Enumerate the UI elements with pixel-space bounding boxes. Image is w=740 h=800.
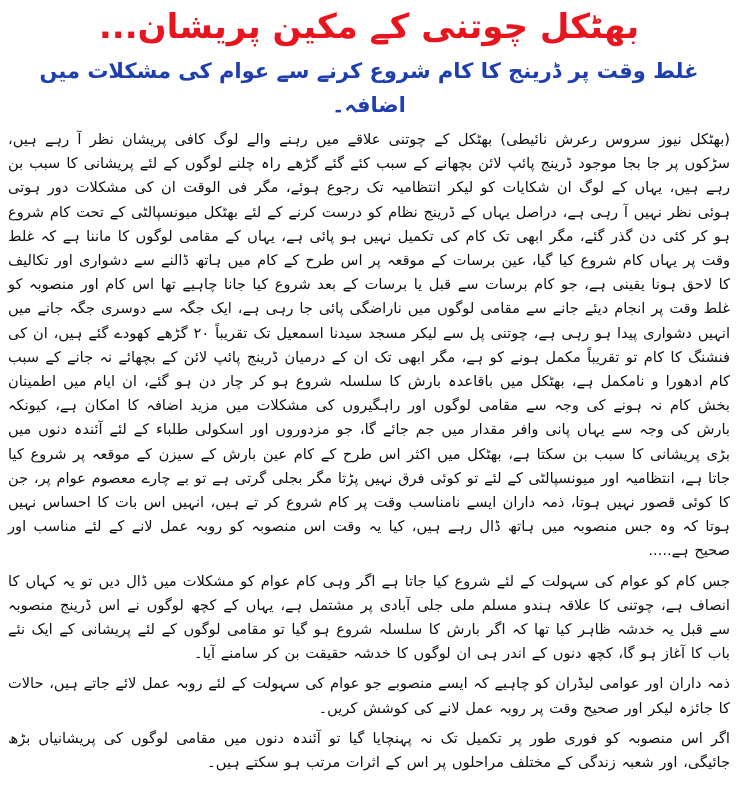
article-subheadline: غلط وقت پر ڈرینج کا کام شروع کرنے سے عوام کی مشکلات میں اضافہ۔ bbox=[39, 59, 699, 117]
article-paragraph: جس کام کو عوام کی سہولت کے لئے شروع کیا جاتا ہے اگر وہی کام عوام کو مشکلات میں ڈال دیں تو یہ کہاں کا انصاف ہے، چوتنی کا علاقہ ہندو مسلم ملی جلی آبادی پر مشتمل ہے، یہاں کے کچھ لوگوں نے اس ڈرینج منصوبہ سے قبل یہ خدشہ ظاہر کیا تھا کہ اگر بارش کا سلسلہ شروع ہو گیا تو مقامی لوگوں کے لئے پریشانی کے ایک نئے باب کا آغاز ہو گا، کچھ دنوں کے اندر ہی ان لوگوں کا خدشہ حقیقت بن کر سامنے آیا۔ bbox=[8, 572, 730, 663]
article-headline: بھٹکل چوتنی کے مکین پریشان... bbox=[98, 7, 640, 47]
article-body bbox=[8, 128, 730, 775]
article-paragraph: اگر اس منصوبہ کو فوری طور پر تکمیل تک نہ پہنچایا گیا تو آئندہ دنوں میں مقامی لوگوں کی پریشانیاں بڑھ جائیگی، اور شعبہ زندگی کے مختلف مراحلوں پر اس کے اثرات مرتب ہو سکتے ہیں۔ bbox=[8, 729, 730, 772]
article-paragraph: (بھٹکل نیوز سروس رعرش نائیطی) بھٹکل کے چوتنی علاقے میں رہنے والے لوگ کافی پریشان نظر آ رہے ہیں، سڑکوں پر جا بجا موجود ڈرینج پائپ لائن بچھانے کے سبب کئے گئے گڑھے راہ چلنے لوگوں کے لئے پریشانی کا سبب بن رہے ہیں، یہاں کے لوگ ان شکایات کو لیکر انتظامیہ تک رجوع ہوئے، مگر فی الوقت ان کی مشکلات دور ہوتی ہوئی نظر نہیں آ رہی ہے، دراصل یہاں کے ڈرینج نظام کو درست کرنے کے لئے بھٹکل میونسپالٹی کے تحت کام شروع ہو کر کئی دن گذر گئے، مگر ابھی تک کام کی تکمیل نہیں ہو پائی ہے، یہاں کے مقامی لوگوں کا ماننا ہے کہ غلط وقت پر یہاں کام شروع کیا گیا، عین برسات کے موقعہ پر اس طرح کے کام میں ہاتھ ڈالنے سے دشواری اور تکالیف کا لاحق ہونا یقینی ہے، جو کام برسات سے قبل یا برسات کے بعد شروع کیا جانا چاہیے تھا اس کام اور منصوبہ کو غلط وقت پر انجام دیئے جانے سے مقامی لوگوں میں ناراضگی پائی جا رہی ہے، ایک جگہ سے دوسری جگہ جانے میں انہیں دشواری پیدا ہو رہی ہے، چوتنی پل سے لیکر مسجد سیدنا اسمعیل تک تقریباً ۲۰ گڑھے کھودے گئے ہیں، ان کی فنشنگ کا کام تو تقریباً مکمل ہونے کو ہے، مگر ابھی تک ان کے درمیان ڈرینج پائپ لائن کے بچھائے نہ جانے کے سبب کام ادھورا و نامکمل ہے، بھٹکل میں باقاعدہ بارش کا سلسلہ شروع ہو کر چار دن ہو گئے، ان ایام میں اطمینان بخش کام نہ ہونے کی وجہ سے مقامی لوگوں اور راہگیروں کی مشکلات میں مزید اضافہ کا امکان ہے، کیونکہ بارش کی وجہ سے یہاں پانی وافر مقدار میں جم جائے گا، جو مزدوروں اور اسکولی طلباء کے لئے آئندہ دنوں میں بڑی پریشانی کا سبب بن سکتا ہے، بھٹکل میں اکثر اس طرح کے کام عین بارش کے سیزن کے موقعہ پر شروع کیا جاتا ہے، انتظامیہ اور میونسپالٹی کے لئے تو کوئی فرق نہیں پڑتا مگر بجلی گرتی ہے تو بے چارے معصوم عوام پر، جن کا کوئی قصور نہیں ہوتا، ذمہ داران ایسے نامناسب وقت پر کام شروع کر تے ہیں، انہیں اس بات کا احساس نہیں ہوتا کہ وہ جس منصوبہ میں ہاتھ ڈال رہے ہیں، کیا یہ وقت اس منصوبہ کو روبہ عمل لانے کے لئے مناسب اور صحیح ہے..... bbox=[8, 131, 730, 560]
article-paragraph: ذمہ داران اور عوامی لیڈران کو چاہیے کہ ایسے منصوبے جو عوام کی سہولت کے لئے روبہ عمل لائے جاتے ہیں، حالات کا جائزہ لیکر اور صحیح وقت پر روبہ عمل لانے کی کوشش کریں۔ bbox=[8, 675, 730, 717]
